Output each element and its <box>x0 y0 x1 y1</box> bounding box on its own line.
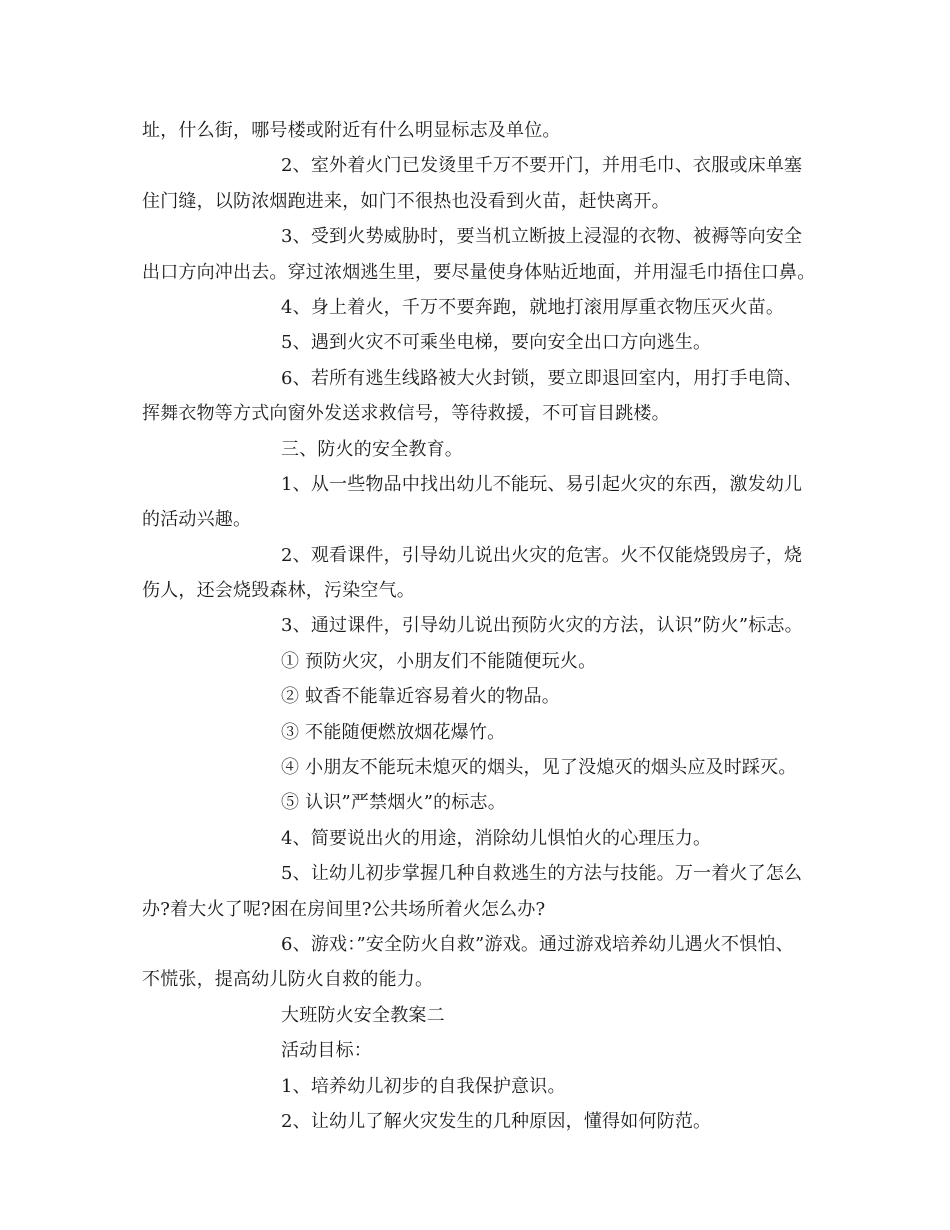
text-line: 5、让幼儿初步掌握几种自救逃生的方法与技能。万一着火了怎么 <box>281 863 803 885</box>
text-line: 1、培养幼儿初步的自我保护意识。 <box>281 1075 566 1097</box>
text-line: 1、从一些物品中找出幼儿不能玩、易引起火灾的东西，激发幼儿 <box>281 473 803 495</box>
text-line: 不慌张，提高幼儿防火自救的能力。 <box>142 969 434 991</box>
text-line: ② 蚊香不能靠近容易着火的物品。 <box>281 686 560 708</box>
text-line: 三、防火的安全教育。 <box>281 438 463 460</box>
text-line: 出口方向冲出去。穿过浓烟逃生里，要尽量使身体贴近地面，并用湿毛巾捂住口鼻。 <box>142 261 816 283</box>
text-line: 5、遇到火灾不可乘坐电梯，要向安全出口方向逃生。 <box>281 332 712 354</box>
text-line: 大班防火安全教案二 <box>281 1004 445 1026</box>
text-line: 办?着大火了呢?困在房间里?公共场所着火怎么办? <box>142 898 546 920</box>
text-line: 2、观看课件，引导幼儿说出火灾的危害。火不仅能烧毁房子，烧 <box>281 544 803 566</box>
text-line: 挥舞衣物等方式向窗外发送求救信号，等待救援，不可盲目跳楼。 <box>142 403 670 425</box>
text-line: 活动目标： <box>281 1040 372 1062</box>
text-line: 6、游戏：”安全防火自救”游戏。通过游戏培养幼儿遇火不惧怕、 <box>281 933 794 955</box>
text-line: ④ 小朋友不能玩未熄灭的烟头，见了没熄灭的烟头应及时踩灭。 <box>281 757 797 779</box>
text-line: ③ 不能随便燃放烟花爆竹。 <box>281 721 506 743</box>
text-line: ① 预防火灾，小朋友们不能随便玩火。 <box>281 650 597 672</box>
text-line: 住门缝，以防浓烟跑进来，如门不很热也没看到火苗，赶快离开。 <box>142 190 670 212</box>
document-body <box>142 118 828 1144</box>
text-line: 4、简要说出火的用途，消除幼儿惧怕火的心理压力。 <box>281 827 712 849</box>
text-line: 2、让幼儿了解火灾发生的几种原因，懂得如何防范。 <box>281 1110 712 1132</box>
text-line: 的活动兴趣。 <box>142 509 252 531</box>
text-line: 伤人，还会烧毁森林，污染空气。 <box>142 580 415 602</box>
text-line: 6、若所有逃生线路被大火封锁，要立即退回室内，用打手电筒、 <box>281 367 803 389</box>
text-line: 3、受到火势威胁时，要当机立断披上浸湿的衣物、被褥等向安全 <box>281 226 803 248</box>
text-line: 2、室外着火门已发烫里千万不要开门，并用毛巾、衣服或床单塞 <box>281 155 803 177</box>
text-line: 3、通过课件，引导幼儿说出预防火灾的方法，认识”防火”标志。 <box>281 615 803 637</box>
text-line: 4、身上着火，千万不要奔跑，就地打滚用厚重衣物压灭火苗。 <box>281 296 785 318</box>
text-line: ⑤ 认识”严禁烟火”的标志。 <box>281 792 506 814</box>
text-line: 址，什么街，哪号楼或附近有什么明显标志及单位。 <box>142 120 561 141</box>
